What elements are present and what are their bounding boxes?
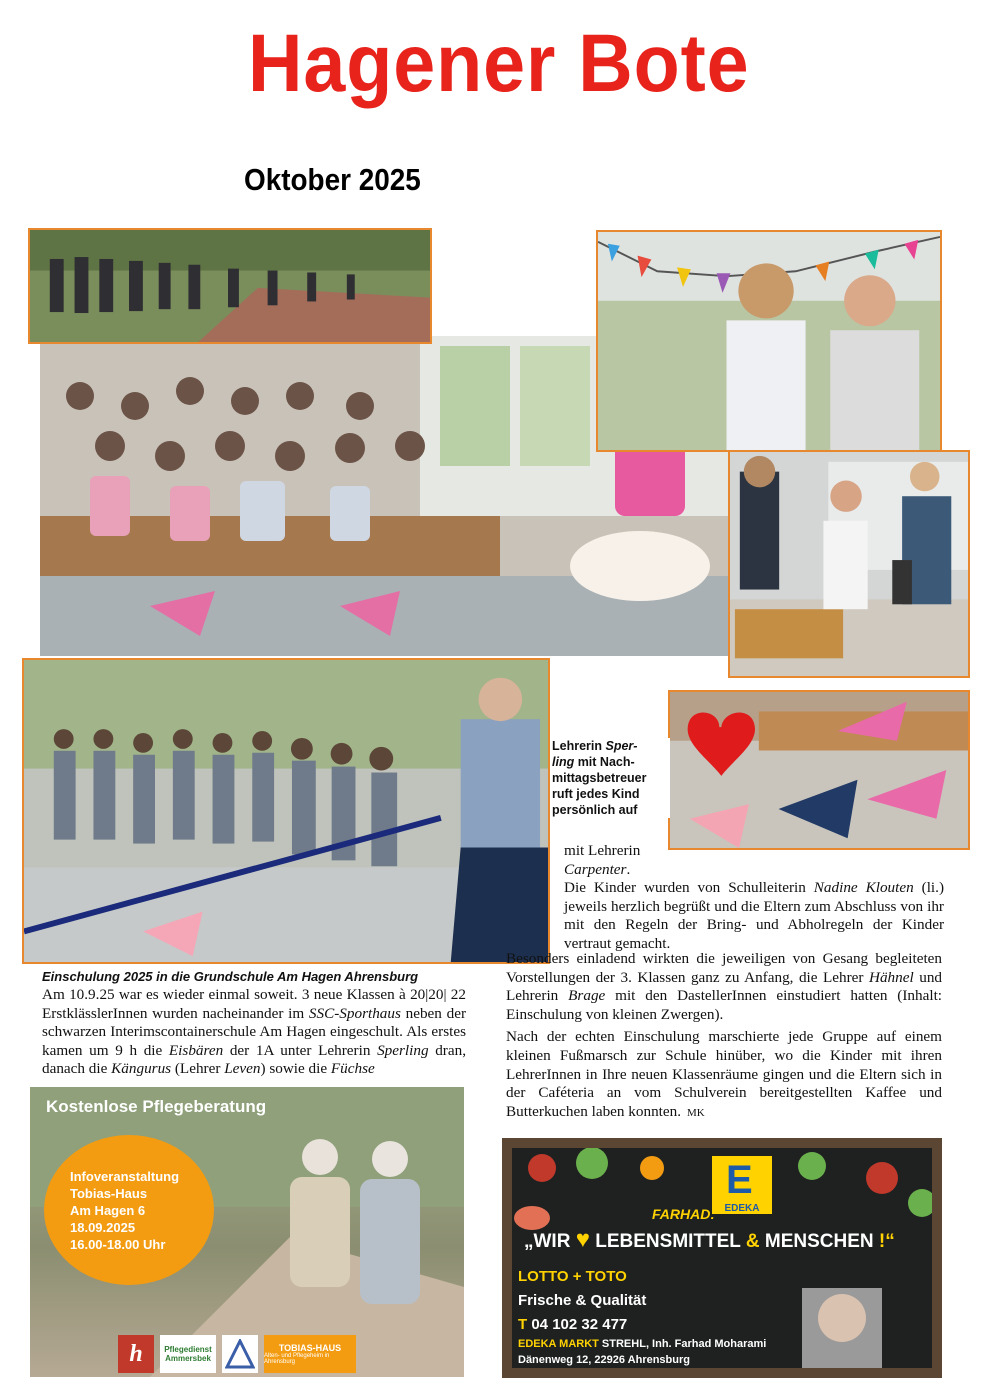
ad-pflege-info-bubble: Infoveranstaltung Tobias-Haus Am Hagen 6 18.09.2025 16.00-18.00 Uhr <box>44 1135 214 1285</box>
masthead-title: Hagener Bote <box>248 18 750 109</box>
logo-triangle <box>222 1335 258 1373</box>
photo-schultueten-heart <box>668 690 970 850</box>
issue-date: Oktober 2025 <box>244 162 421 197</box>
article-heading: Einschulung 2025 in die Grundschule Am Hagen Ahrensburg <box>42 969 419 984</box>
ad-pflege-title: Kostenlose Pflegeberatung <box>46 1097 267 1116</box>
edeka-farhad: FARHAD: <box>652 1206 715 1222</box>
edeka-lotto: LOTTO + TOTO <box>518 1268 627 1285</box>
edeka-logo: E EDEKA <box>712 1156 772 1214</box>
article-right-top <box>564 842 944 954</box>
ad-pflegeberatung <box>30 1087 464 1377</box>
photo-teachers-garland <box>596 230 942 452</box>
article-right <box>506 950 942 1122</box>
logo-h: h <box>118 1335 154 1373</box>
photo-walking-group <box>28 228 432 344</box>
logo-tobias-haus: TOBIAS-HAUS Alten- und Pflegeheim in Ahrensburg <box>264 1335 356 1373</box>
edeka-quality: Frische & Qualität <box>518 1292 647 1309</box>
article-left <box>42 968 466 1079</box>
edeka-market: EDEKA MARKT STREHL, Inh. Farhad Moharami <box>518 1338 767 1350</box>
ad-pflege-logos <box>118 1335 356 1373</box>
photo-cafeteria <box>728 450 970 678</box>
photo-children-line <box>22 658 550 964</box>
ad-edeka <box>502 1138 942 1378</box>
edeka-slogan: „WIR ♥ LEBENSMITTEL & MENSCHEN !“ <box>524 1226 895 1253</box>
logo-pflegedienst: Pflegedienst Ammersbek <box>160 1335 216 1373</box>
paragraph-einschulung: Am 10.9.25 war es wieder einmal soweit. 3 neue Klassen à 20|20| 22 ErstklässlerInnen wurden nacheinander im SSC-Sporthaus neben der schwarzen Interimscontainerschule Am Hagen eingeschult. Als erstes kamen um 9 h die Eisbären der 1A unter Lehrerin Sperling dran, danach die Kängurus (Lehrer Leven) sowie die Füchse <box>42 986 467 1078</box>
paragraph-gesang: Besonders einladend wirkten die jeweiligen von Gesang begleiteten Vorstellungen der 3. Klassen ganz zu Anfang, die Lehrer Hähnel und Lehrerin Brage mit den DastellerInnen einstudiert hatten (Inhalt: Einschulung von kleinen Zwergen). <box>506 950 943 1023</box>
paragraph-klouten: Die Kinder wurden von Schulleiterin Nadine Klouten (li.) jeweils herzlich begrüßt und die Eltern zum Abschluss von ihr mit den Regeln der Bring- und Abholregeln der Kinder vertraut gemacht. <box>564 879 945 952</box>
edeka-phone: T 04 102 32 477 <box>518 1316 628 1333</box>
paragraph-fussmarsch: Nach der echten Einschulung marschierte jede Gruppe auf einem kleinen Fußmarsch zur Schule hinüber, wo die Kinder mit ihren LehrerInnen in Ihre neuen Klassenräume gingen und die Eltern sich in der Caféteria an vom Schulverein bereitgestellten Kaffee und Butterkuchen laben konnten. MK <box>506 1028 942 1120</box>
heart-icon: ♥ <box>575 1226 590 1253</box>
paragraph-carpenter: mit Lehrerin Carpenter. <box>564 842 641 878</box>
edeka-address: Dänenweg 12, 22926 Ahrensburg <box>518 1354 690 1366</box>
photo-caption: Lehrerin Sper- ling mit Nach- mittagsbetreuer ruft jedes Kind persönlich auf <box>552 738 670 818</box>
edeka-chalkboard <box>512 1148 932 1368</box>
author-signature: MK <box>687 1106 705 1119</box>
